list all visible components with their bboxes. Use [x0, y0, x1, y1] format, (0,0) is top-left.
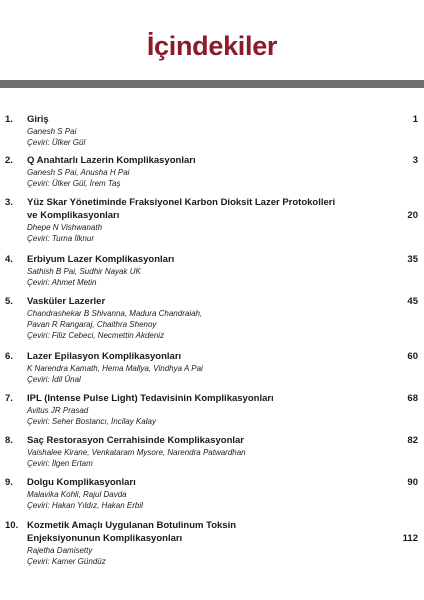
chapter-body	[27, 295, 367, 341]
page-number: 60	[407, 351, 418, 362]
title-divider	[0, 80, 424, 88]
author-line: Ganesh S Pai, Anusha H Pai	[27, 168, 130, 177]
page-number: 20	[407, 210, 418, 221]
chapter-number: 5.	[5, 296, 13, 307]
chapter-number: 1.	[5, 114, 13, 125]
chapter-body	[27, 350, 367, 385]
chapter-title: Q Anahtarlı Lazerin Komplikasyonları	[27, 155, 196, 166]
chapter-number: 6.	[5, 351, 13, 362]
page-number: 3	[412, 155, 418, 166]
page-number: 35	[407, 254, 418, 265]
chapter-title: Enjeksiyonunun Komplikasyonları	[27, 533, 183, 544]
chapter-title: Saç Restorasyon Cerrahisinde Komplikasyonlar	[27, 435, 244, 446]
chapter-number: 3.	[5, 197, 13, 208]
chapter-body	[27, 196, 367, 244]
chapter-title: ve Komplikasyonları	[27, 210, 120, 221]
author-line: Sathish B Pai, Sudhir Nayak UK	[27, 267, 141, 276]
chapter-body	[27, 113, 367, 148]
page-number: 45	[407, 296, 418, 307]
chapter-number: 9.	[5, 477, 13, 488]
page-number: 1	[412, 114, 418, 125]
chapter-title: Erbiyum Lazer Komplikasyonları	[27, 254, 175, 265]
translator-line: Çeviri: Ülker Gül, İrem Taş	[27, 179, 121, 188]
chapter-title: Dolgu Komplikasyonları	[27, 477, 136, 488]
translator-line: Çeviri: Ahmet Metin	[27, 278, 97, 287]
translator-line: Çeviri: Turna İlknur	[27, 234, 94, 243]
chapter-number: 4.	[5, 254, 13, 265]
page-number: 82	[407, 435, 418, 446]
chapter-number: 7.	[5, 393, 13, 404]
chapter-body	[27, 519, 367, 567]
author-line: Chandrashekar B Shivanna, Madura Chandraiah,	[27, 309, 203, 318]
chapter-title: Kozmetik Amaçlı Uygulanan Botulinum Toksin	[27, 520, 237, 531]
chapter-body	[27, 476, 367, 511]
chapter-title: Yüz Skar Yönetiminde Fraksiyonel Karbon Dioksit Lazer Protokolleri	[27, 197, 336, 208]
chapter-number: 8.	[5, 435, 13, 446]
chapter-body	[27, 392, 367, 427]
author-line: Rajetha Damisetty	[27, 546, 93, 555]
page-title: İçindekiler	[146, 31, 278, 61]
translator-line: Çeviri: Hakan Yıldız, Hakan Erbil	[27, 501, 143, 510]
chapter-title: Lazer Epilasyon Komplikasyonları	[27, 351, 182, 362]
translator-line: Çeviri: Kamer Gündüz	[27, 557, 106, 566]
chapter-title: IPL (Intense Pulse Light) Tedavisinin Komplikasyonları	[27, 393, 274, 404]
author-line: Ganesh S Pai	[27, 127, 77, 136]
chapter-number: 2.	[5, 155, 13, 166]
chapter-title: Vasküler Lazerler	[27, 296, 106, 307]
translator-line: Çeviri: İlgen Ertam	[27, 459, 93, 468]
author-line: Dhepe N Vishwanath	[27, 223, 103, 232]
translator-line: Çeviri: Filiz Cebeci, Necmettin Akdeniz	[27, 331, 165, 340]
chapter-body	[27, 434, 367, 469]
chapter-body	[27, 253, 367, 288]
author-line: Vaishalee Kirane, Venkataram Mysore, Narendra Patwardhan	[27, 448, 246, 457]
author-line: Malavika Kohli, Rajul Davda	[27, 490, 127, 499]
translator-line: Çeviri: Ülker Gül	[27, 138, 86, 147]
chapter-title: Giriş	[27, 114, 49, 125]
translator-line: Çeviri: İdil Ünal	[27, 375, 81, 384]
author-line: K Narendra Kamath, Hema Mallya, Vindhya A Pai	[27, 364, 203, 373]
translator-line: Çeviri: Seher Bostancı, İncilay Kalay	[27, 417, 156, 426]
chapter-number: 10.	[5, 520, 19, 531]
chapter-body	[27, 154, 367, 189]
author-line: Avitus JR Prasad	[27, 406, 89, 415]
page-number: 90	[407, 477, 418, 488]
author-line: Pavan R Rangaraj, Chaithra Shenoy	[27, 320, 157, 329]
page-number: 112	[402, 533, 418, 544]
page-number: 68	[407, 393, 418, 404]
